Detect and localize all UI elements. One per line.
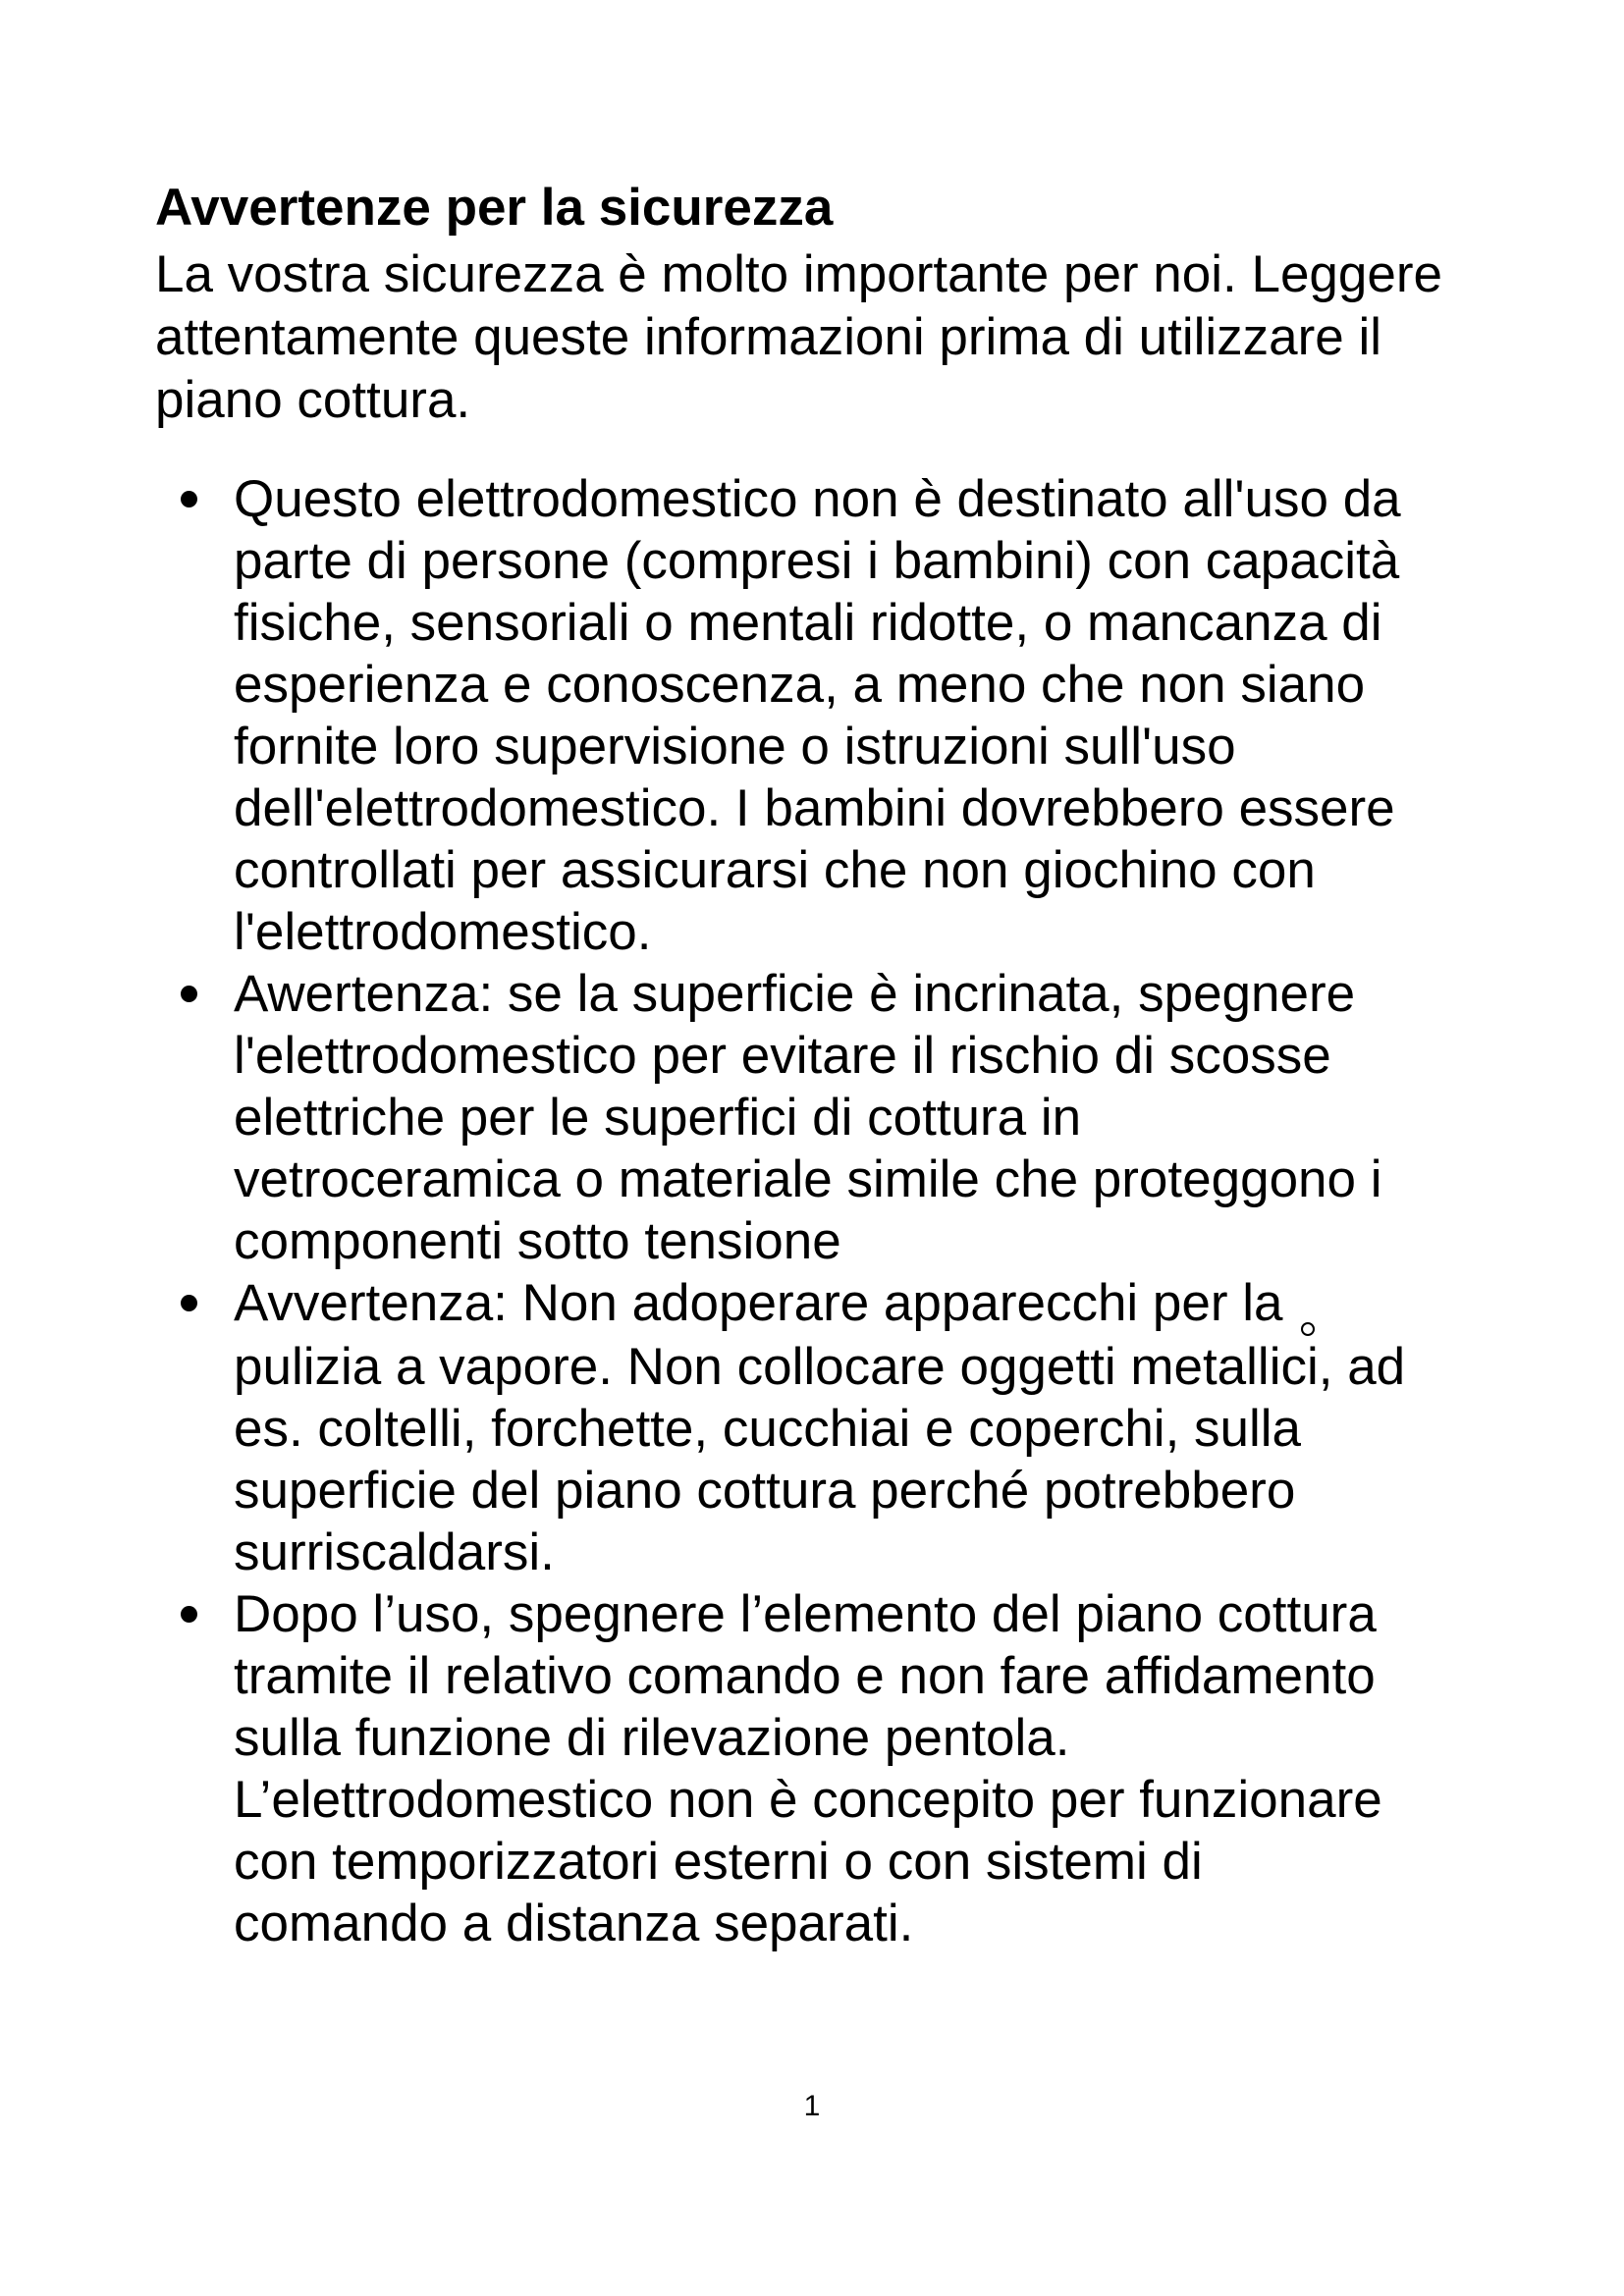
safety-warnings-list: [0, 468, 1624, 1954]
bullet-icon: [181, 1295, 197, 1311]
bullet-line-text: Avvertenza: Non adoperare apparecchi per la: [234, 1274, 1283, 1332]
intro-paragraph: [155, 243, 1530, 432]
bullet-line: Dopo l’uso, spegnere l’elemento del piano cottura: [234, 1585, 1377, 1643]
bullet-icon: [181, 491, 197, 507]
bullet-line: es. coltelli, forchette, cucchiai e coperchi, sulla: [234, 1400, 1302, 1458]
bullet-line: l'elettrodomestico.: [234, 903, 652, 961]
bullet-line: comando a distanza separati.: [234, 1895, 914, 1952]
bullet-line: superficie del piano cottura perché potrebbero: [234, 1462, 1296, 1520]
degree-circle-icon: [1301, 1322, 1315, 1336]
bullet-line: con temporizzatori esterni o con sistemi di: [234, 1833, 1203, 1891]
bullet-line: sulla funzione di rilevazione pentola.: [234, 1709, 1070, 1767]
bullet-line: pulizia a vapore. Non collocare oggetti metallici, ad: [234, 1338, 1406, 1396]
bullet-line: dell'elettrodomestico. I bambini dovrebbero essere: [234, 779, 1395, 837]
bullet-line: controllati per assicurarsi che non giochino con: [234, 841, 1316, 899]
bullet-line: [234, 1272, 1624, 1336]
bullet-line: Awertenza: se la superficie è incrinata, spegnere: [234, 965, 1356, 1023]
intro-line: attentamente queste informazioni prima di utilizzare il: [155, 308, 1382, 366]
list-item: [0, 963, 1624, 1272]
list-item: [0, 1583, 1624, 1954]
bullet-line: L’elettrodomestico non è concepito per funzionare: [234, 1771, 1382, 1829]
bullet-line: surriscaldarsi.: [234, 1523, 555, 1581]
intro-line: La vostra sicurezza è molto importante per noi. Leggere: [155, 245, 1442, 303]
bullet-line: tramite il relativo comando e non fare affidamento: [234, 1647, 1376, 1705]
list-item: [0, 468, 1624, 963]
bullet-line: vetroceramica o materiale simile che proteggono i: [234, 1150, 1382, 1208]
bullet-icon: [181, 986, 197, 1002]
bullet-line: l'elettrodomestico per evitare il rischio di scosse: [234, 1027, 1331, 1085]
bullet-line: fisiche, sensoriali o mentali ridotte, o mancanza di: [234, 594, 1382, 652]
bullet-icon: [181, 1606, 197, 1623]
list-item: [0, 1272, 1624, 1583]
page-number: 1: [803, 2090, 821, 2122]
bullet-line: esperienza e conoscenza, a meno che non siano: [234, 656, 1366, 714]
intro-line: piano cottura.: [155, 371, 471, 429]
bullet-line: fornite loro supervisione o istruzioni sull'uso: [234, 718, 1236, 775]
bullet-line: componenti sotto tensione: [234, 1212, 841, 1270]
bullet-line: Questo elettrodomestico non è destinato all'uso da: [234, 470, 1401, 528]
page-title: Avvertenze per la sicurezza: [155, 179, 834, 237]
bullet-line: elettriche per le superfici di cottura in: [234, 1089, 1082, 1147]
bullet-line: parte di persone (compresi i bambini) con capacità: [234, 532, 1400, 590]
